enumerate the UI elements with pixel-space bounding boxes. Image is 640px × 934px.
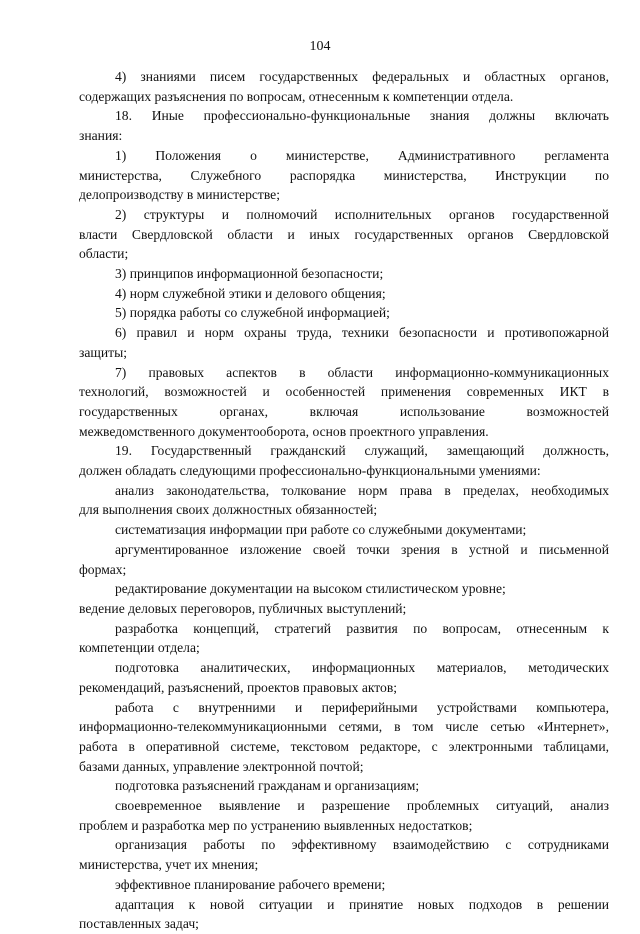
text-line: министерства, Служебного распорядка министерства, Инструкции по	[79, 167, 609, 183]
paragraph	[79, 67, 609, 106]
text-line: анализ законодательства, толкование норм права в пределах, необходимых	[115, 482, 609, 498]
text-line: 1) Положения о министерстве, Административного регламента	[115, 147, 609, 163]
paragraph	[79, 796, 609, 835]
text-line: министерства, учет их мнения;	[79, 857, 259, 873]
paragraph	[79, 363, 609, 442]
text-line: должен обладать следующими профессионально-функциональными умениями:	[79, 463, 541, 479]
text-line: делопроизводству в министерстве;	[79, 187, 280, 203]
text-line: 4) знаниями писем государственных федеральных и областных органов,	[115, 69, 609, 84]
text-line: 18. Иные профессионально-функциональные знания должны включать	[115, 108, 609, 124]
text-line: компетенции отдела;	[79, 640, 200, 656]
paragraph	[79, 481, 609, 520]
paragraph	[79, 599, 609, 619]
text-line: области;	[79, 246, 129, 262]
paragraph	[79, 698, 609, 777]
text-line: 4) норм служебной этики и делового общения;	[115, 285, 386, 301]
text-line: технологий, возможностей и особенностей применения современных ИКТ в	[79, 384, 609, 400]
paragraph	[79, 875, 609, 895]
text-line: 7) правовых аспектов в области информационно-коммуникационных	[115, 364, 609, 380]
paragraph	[79, 520, 609, 540]
text-line: подготовка разъяснений гражданам и организациям;	[115, 778, 420, 794]
text-line: содержащих разъяснения по вопросам, отнесенным к компетенции отдела.	[79, 88, 514, 104]
text-line: 5) порядка работы со служебной информацией;	[115, 305, 390, 321]
text-line: информационно-телекоммуникационными сетями, в том числе сетью «Интернет»,	[79, 719, 609, 735]
text-line: государственных органах, включая использование возможностей	[79, 403, 609, 419]
text-line: проблем и разработка мер по устранению выявленных недостатков;	[79, 817, 473, 833]
text-line: защиты;	[79, 344, 127, 360]
paragraph	[79, 579, 609, 599]
text-line: рекомендаций, разъяснений, проектов правовых актов;	[79, 679, 398, 695]
text-line: эффективное планирование рабочего времени;	[115, 876, 386, 892]
text-line: ведение деловых переговоров, публичных выступлений;	[79, 600, 407, 616]
paragraph	[79, 284, 609, 304]
text-line: работа в оперативной системе, текстовом редакторе, с электронными таблицами,	[79, 738, 609, 754]
paragraph	[79, 895, 609, 934]
text-line: для выполнения своих должностных обязанностей;	[79, 502, 378, 518]
text-line: поставленных задач;	[79, 916, 199, 932]
text-line: базами данных, управление электронной почтой;	[79, 758, 364, 774]
text-line: организация работы по эффективному взаимодействию с сотрудниками	[115, 837, 609, 853]
paragraph	[79, 658, 609, 697]
text-line: работа с внутренними и периферийными устройствами компьютера,	[115, 699, 609, 715]
paragraph	[79, 540, 609, 579]
paragraph	[79, 264, 609, 284]
text-line: адаптация к новой ситуации и принятие новых подходов в решении	[115, 896, 609, 912]
text-line: 2) структуры и полномочий исполнительных органов государственной	[115, 206, 609, 222]
paragraph	[79, 619, 609, 658]
paragraph	[79, 441, 609, 480]
text-line: межведомственного документооборота, основ проектного управления.	[79, 423, 489, 439]
body-text	[79, 67, 609, 934]
paragraph	[79, 146, 609, 205]
text-line: 3) принципов информационной безопасности;	[115, 266, 384, 282]
text-line: своевременное выявление и разрешение проблемных ситуаций, анализ	[115, 798, 609, 814]
text-line: систематизация информации при работе со служебными документами;	[115, 522, 527, 538]
paragraph	[79, 106, 609, 145]
page-number: 104	[309, 39, 331, 54]
text-line: подготовка аналитических, информационных материалов, методических	[115, 660, 609, 676]
text-line: разработка концепций, стратегий развития по вопросам, отнесенным к	[115, 620, 609, 636]
paragraph	[79, 205, 609, 264]
paragraph	[79, 835, 609, 874]
text-line: формах;	[79, 561, 127, 577]
text-line: 19. Государственный гражданский служащий, замещающий должность,	[115, 443, 609, 459]
text-line: знания:	[79, 128, 123, 144]
paragraph	[79, 776, 609, 796]
paragraph	[79, 303, 609, 323]
text-line: редактирование документации на высоком стилистическом уровне;	[115, 581, 506, 597]
paragraph	[79, 323, 609, 362]
text-line: 6) правил и норм охраны труда, техники безопасности и противопожарной	[115, 325, 609, 341]
text-line: власти Свердловской области и иных государственных органов Свердловской	[79, 226, 609, 242]
text-line: аргументированное изложение своей точки зрения в устной и письменной	[115, 541, 609, 557]
